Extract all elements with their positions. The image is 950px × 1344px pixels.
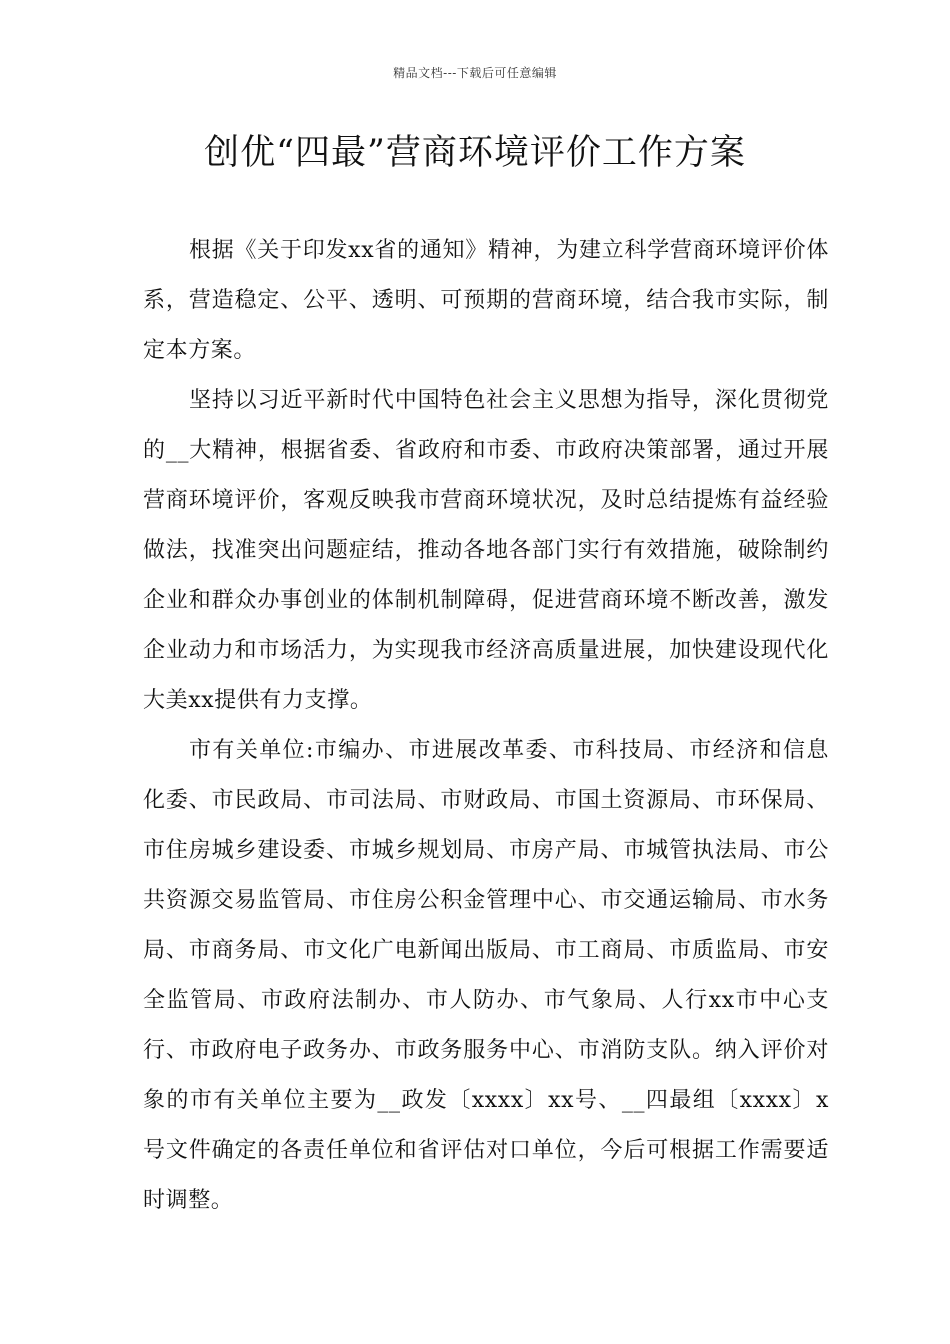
- paragraph-intro: 根据《关于印发xx省的通知》精神，为建立科学营商环境评价体系，营造稳定、公平、透明、可预期的营商环境，结合我市实际，制定本方案。: [143, 238, 829, 363]
- paragraph-units: 市有关单位:市编办、市进展改革委、市科技局、市经济和信息化委、市民政局、市司法局、市财政局、市国土资源局、市环保局、市住房城乡建设委、市城乡规划局、市房产局、市城管执法局、市公共资源交易监管局、市住房公积金管理中心、市交通运输局、市水务局、市商务局、市文化广电新闻出版局、市工商局、市质监局、市安全监管局、市政府法制办、市人防办、市气象局、人行xx市中心支行、市政府电子政务办、市政务服务中心、市消防支队。纳入评价对象的市有关单位主要为__政发〔xxxx〕xx号、__四最组〔xxxx〕x号文件确定的各责任单位和省评估对口单位，今后可根据工作需要适时调整。: [143, 738, 829, 1213]
- paragraph-guiding-principle: 坚持以习近平新时代中国特色社会主义思想为指导，深化贯彻党的__大精神，根据省委、省政府和市委、市政府决策部署，通过开展营商环境评价，客观反映我市营商环境状况，及时总结提炼有益经验做法，找准突出问题症结，推动各地各部门实行有效措施，破除制约企业和群众办事创业的体制机制障碍，促进营商环境不断改善，激发企业动力和市场活力，为实现我市经济高质量进展，加快建设现代化大美xx提供有力支撑。: [143, 388, 829, 713]
- document-title: 创优“四最”营商环境评价工作方案: [204, 133, 746, 173]
- header-note: 精品文档---下载后可任意编辑: [393, 66, 557, 80]
- document-body: [143, 226, 829, 1226]
